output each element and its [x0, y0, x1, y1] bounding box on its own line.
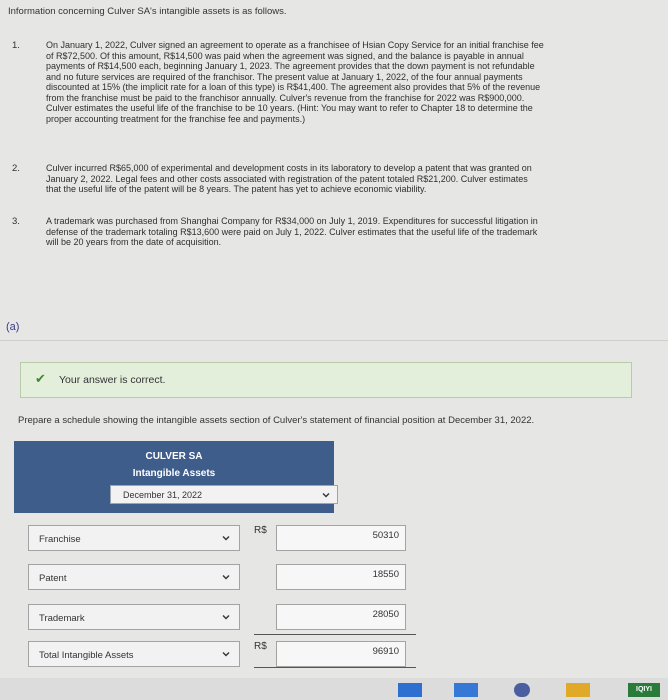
subtotal-rule [254, 634, 416, 635]
date-dropdown[interactable] [110, 485, 338, 504]
currency-symbol: R$ [254, 525, 267, 536]
account-dropdown[interactable] [28, 564, 240, 590]
text-line: proper accounting treatment for the franchise fee and payments.) [46, 113, 306, 124]
schedule-row-franchise [14, 525, 654, 551]
checkmark-icon: ✔ [35, 371, 46, 386]
text-line: On January 1, 2022, Culver signed an agreement to operate as a franchisee of Hsian Copy Service for an initial franchise fee [46, 40, 544, 50]
account-dropdown[interactable] [28, 604, 240, 630]
taskbar-iqiyi-icon[interactable]: IQIYI [628, 683, 660, 697]
total-double-rule [254, 667, 416, 668]
amount-input[interactable] [276, 641, 406, 667]
chevron-down-icon [221, 612, 231, 622]
amount-value: 50310 [372, 530, 399, 541]
account-dropdown-value: Trademark [39, 613, 85, 624]
text-line: payments of R$14,500 each, beginning January 1, 2023. The agreement provides that the down payment is not refundable [46, 61, 535, 71]
text-line: Culver incurred R$65,000 of experimental and development costs in its laboratory to develop a patent that was granted on [46, 163, 532, 173]
text-line: will be 20 years from the date of acquisition. [46, 237, 222, 247]
item-number: 3. [12, 216, 20, 227]
text-line: of R$72,500. Of this amount, R$14,500 was paid when the agreement was signed, and the balance is payable in annual [46, 50, 524, 61]
amount-value: 18550 [372, 569, 399, 580]
text-line: that the useful life of the patent will be 8 years. The patent has yet to achieve economic viability. [46, 184, 427, 194]
schedule-row-patent [14, 564, 654, 590]
item-text [46, 40, 626, 124]
problem-intro: Information concerning Culver SA's intangible assets is as follows. [8, 6, 287, 17]
part-divider [0, 340, 668, 341]
account-dropdown[interactable] [28, 641, 240, 667]
amount-input[interactable] [276, 604, 406, 630]
account-dropdown-value: Franchise [39, 534, 81, 545]
item-text [46, 163, 626, 195]
schedule-title: Intangible Assets [132, 468, 216, 479]
date-dropdown-value: December 31, 2022 [123, 490, 203, 500]
account-dropdown[interactable] [28, 525, 240, 551]
text-line: and no future services are required of the franchisor. The present value at January 1, 2022, of the four annual payments [46, 71, 523, 82]
taskbar [0, 678, 668, 700]
taskbar-app-icon[interactable] [514, 683, 530, 697]
taskbar-app-icon[interactable] [454, 683, 478, 697]
schedule-header [14, 441, 334, 513]
chevron-down-icon [321, 490, 331, 500]
company-name: CULVER SA [145, 451, 203, 462]
amount-input[interactable] [276, 525, 406, 551]
item-number: 2. [12, 163, 20, 174]
part-label: (a) [6, 321, 20, 333]
text-line: discounted at 15% (the implicit rate for a loan of this type) is R$41,400. The agreement also provides that 5% of the revenue [46, 82, 541, 92]
chevron-down-icon [221, 649, 231, 659]
chevron-down-icon [221, 572, 231, 582]
schedule-row-trademark [14, 604, 654, 630]
amount-value: 96910 [372, 646, 399, 657]
chevron-down-icon [221, 533, 231, 543]
item-number: 1. [12, 40, 20, 51]
text-line: Culver estimates the useful life of the franchise to be 10 years. (Hint: You may want to refer to Chapter 18 to determine the [46, 103, 533, 113]
text-line: A trademark was purchased from Shanghai Company for R$34,000 on July 1, 2019. Expenditures for successful litigation in [46, 216, 538, 226]
text-line: from the franchise must be paid to the franchisor annually. Culver's revenue from the franchise for 2022 was R$900,000. [46, 92, 525, 103]
account-dropdown-value: Total Intangible Assets [39, 650, 134, 661]
schedule-body [14, 513, 654, 670]
feedback-text: Your answer is correct. [59, 374, 166, 386]
instruction-text: Prepare a schedule showing the intangible assets section of Culver's statement of financial position at December 31, 2022. [18, 415, 535, 426]
account-dropdown-value: Patent [39, 573, 67, 584]
taskbar-app-icon[interactable] [398, 683, 422, 697]
text-line: defense of the trademark totaling R$13,600 were paid on July 1, 2022. Culver estimates that the useful life of the trademark [46, 226, 538, 237]
currency-symbol: R$ [254, 641, 267, 652]
feedback-box [20, 362, 632, 398]
taskbar-folder-icon[interactable] [566, 683, 590, 697]
amount-value: 28050 [372, 609, 399, 620]
schedule-row-total [14, 641, 654, 667]
text-line: January 2, 2022. Legal fees and other costs associated with registration of the patent totaled R$21,200. Culver estimates [46, 173, 528, 184]
item-text [46, 216, 626, 248]
amount-input[interactable] [276, 564, 406, 590]
